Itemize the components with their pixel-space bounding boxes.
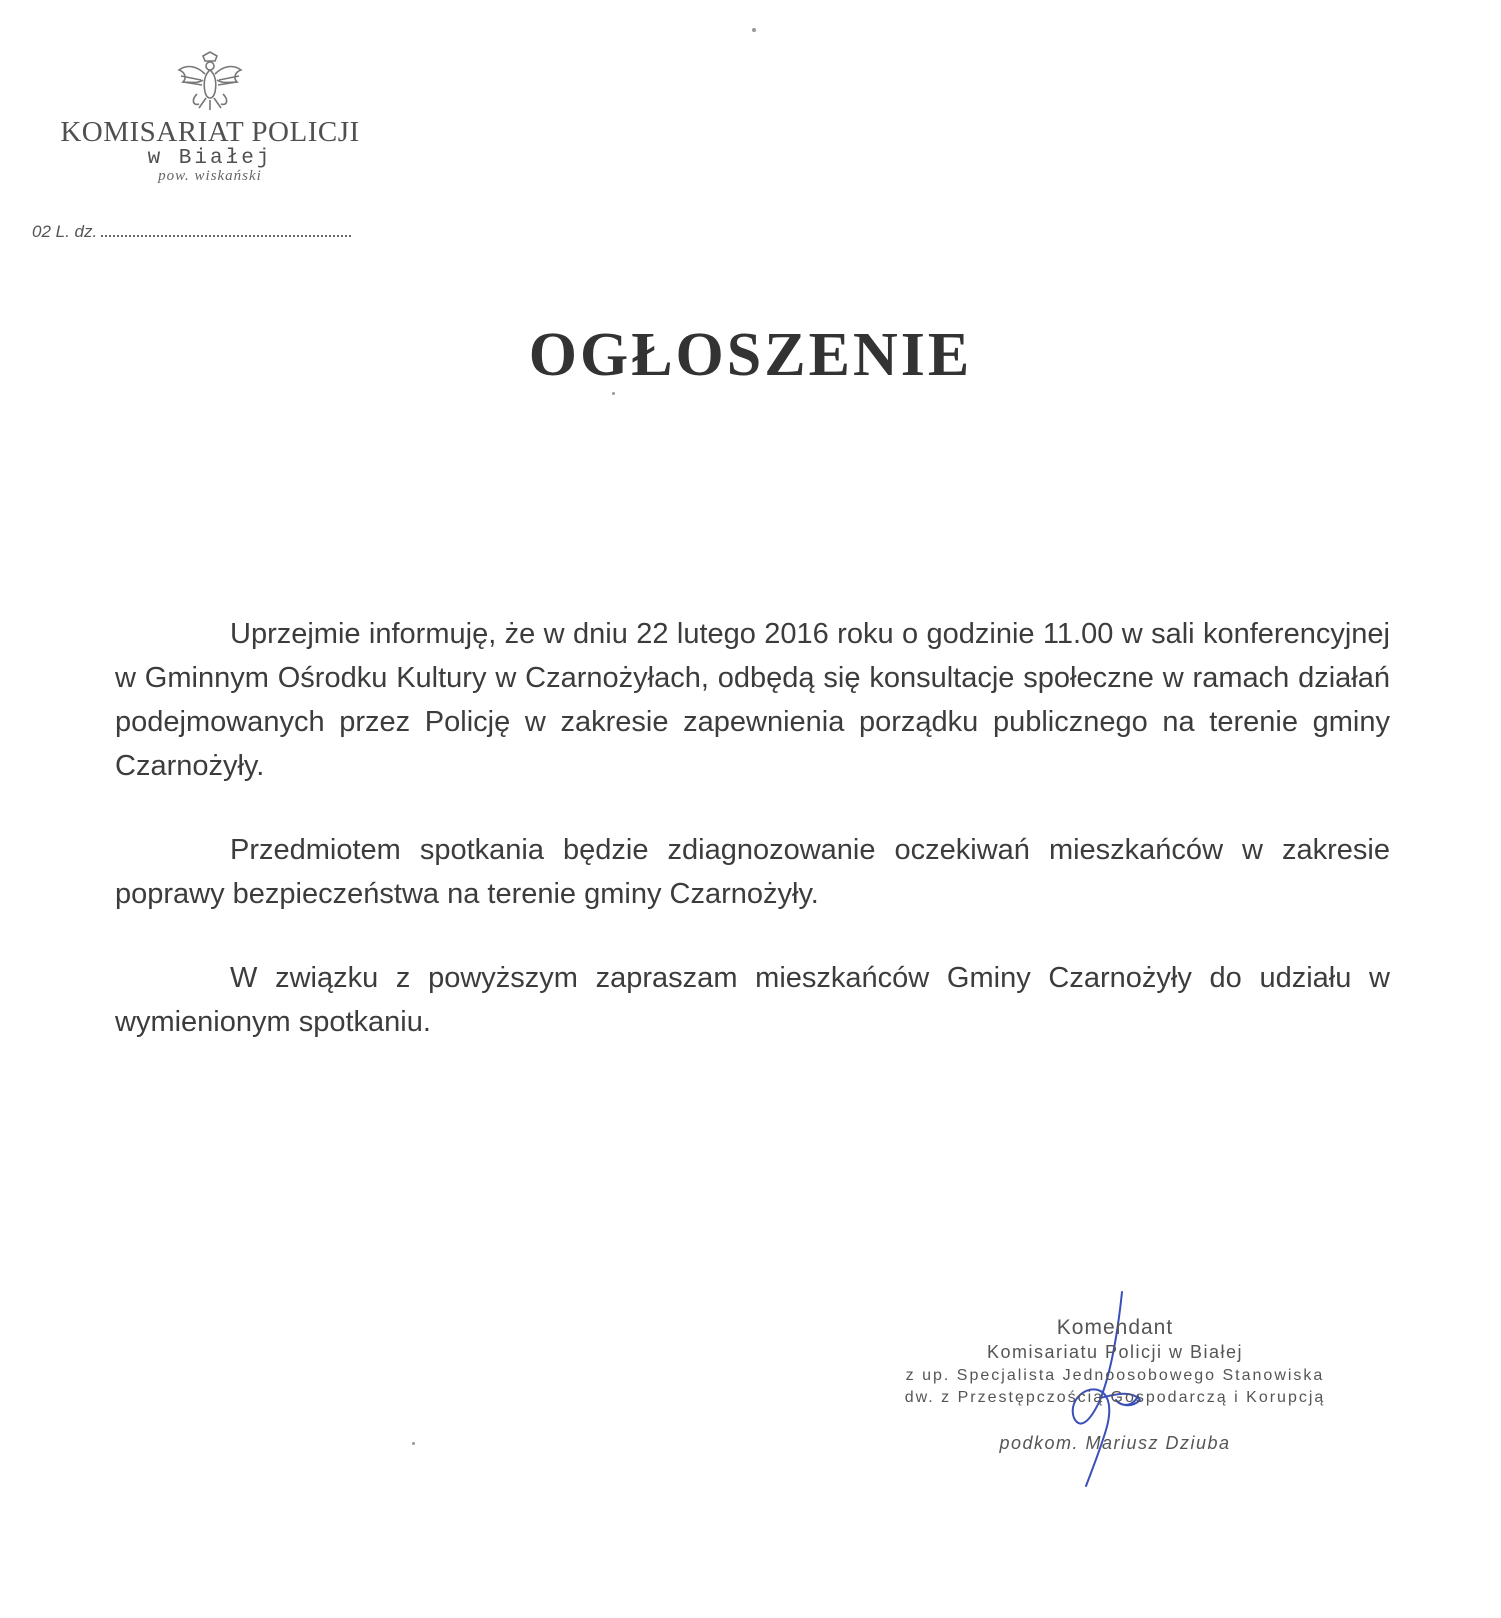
stamp-title: KOMISARIAT POLICJI bbox=[60, 116, 360, 148]
document-body bbox=[115, 612, 1390, 1084]
scan-speck bbox=[412, 1442, 415, 1445]
eagle-emblem-icon bbox=[175, 50, 245, 112]
reference-label: 02 L. dz. bbox=[32, 222, 98, 241]
scan-speck bbox=[752, 28, 756, 32]
stamp-location: w Białej bbox=[147, 147, 273, 170]
signatory-department: dw. z Przestępczością Gospodarczą i Korupcją bbox=[904, 1389, 1326, 1406]
signatory-name: podkom. Mariusz Dziuba bbox=[999, 1433, 1231, 1453]
paragraph-1: Uprzejmie informuję, że w dniu 22 lutego 2016 roku o godzinie 11.00 w sali konferencyjnej w Gminnym Ośrodku Kultury w Czarnożyłach, odbędą się konsultacje społeczne w ramach działań podejmowanych przez Policję w zakresie zapewnienia porządku publicznego na terenie gminy Czarnożyły. bbox=[115, 618, 1390, 782]
signatory-unit: Komisariatu Policji w Białej bbox=[986, 1342, 1244, 1362]
paragraph-2: Przedmiotem spotkania będzie zdiagnozowanie oczekiwań mieszkańców w zakresie poprawy bezpieczeństwa na terenie gminy Czarnożyły. bbox=[115, 834, 1390, 910]
paragraph-3: W związku z powyższym zapraszam mieszkańców Gminy Czarnożyły do udziału w wymienionym spotkaniu. bbox=[115, 962, 1390, 1038]
signatory-authorization: z up. Specjalista Jednoosobowego Stanowiska bbox=[905, 1367, 1325, 1384]
police-stamp bbox=[30, 50, 390, 185]
reference-dotted-line bbox=[101, 235, 351, 237]
document-title: OGŁOSZENIE bbox=[528, 321, 973, 389]
reference-number bbox=[32, 222, 351, 242]
signature-block bbox=[880, 1316, 1350, 1454]
stamp-district: pow. wiskański bbox=[158, 168, 262, 184]
scan-speck bbox=[612, 392, 615, 395]
signatory-role: Komendant bbox=[1056, 1316, 1174, 1339]
